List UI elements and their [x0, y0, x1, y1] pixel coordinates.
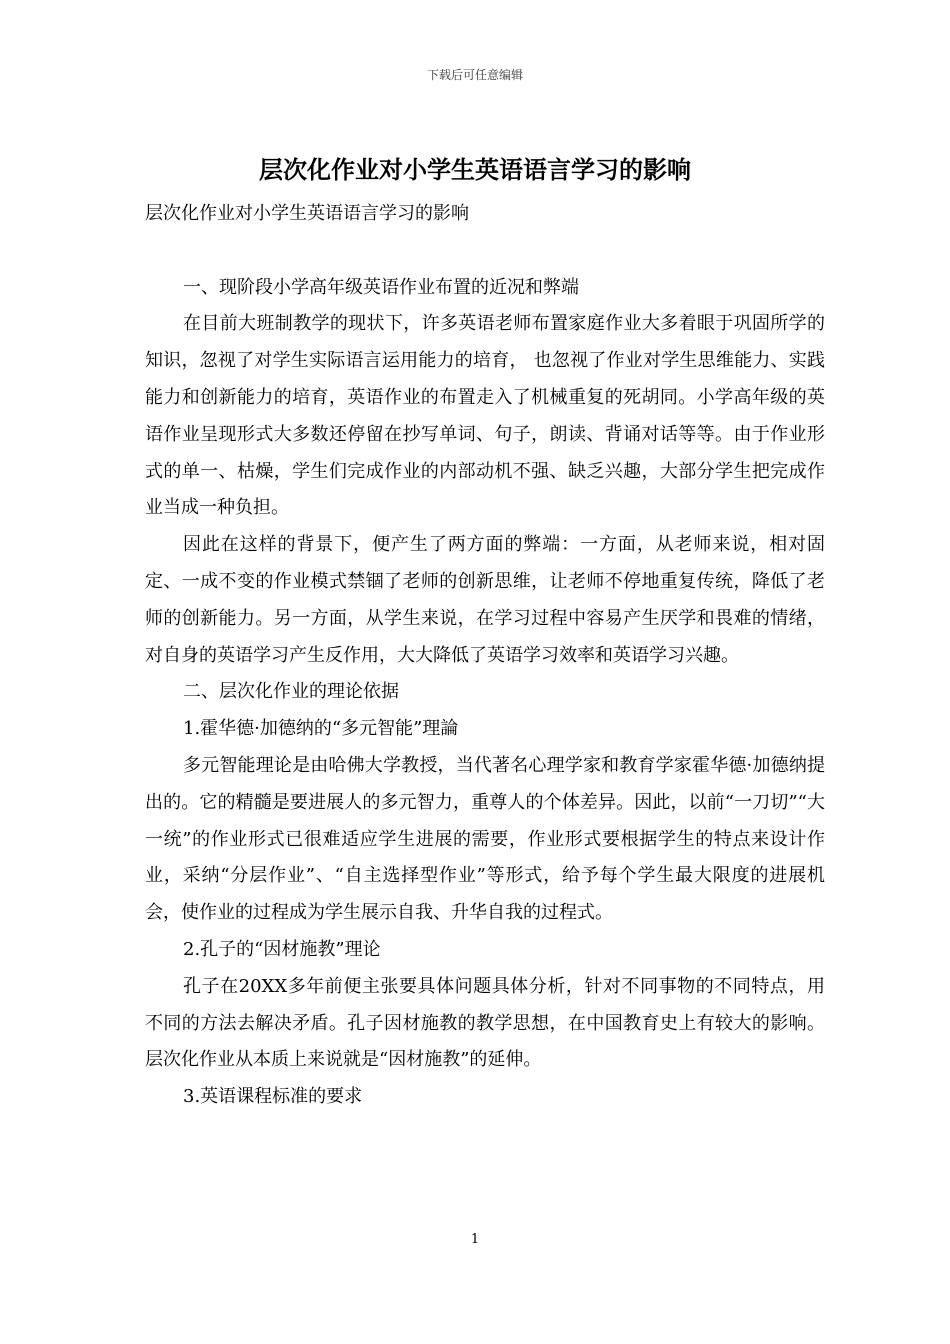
- paragraph: 孔子在20XX多年前便主张要具体问题具体分析，针对不同事物的不同特点，用不同的方法去解决矛盾。孔子因材施教的教学思想，在中国教育史上有较大的影响。层次化作业从本质上来说就是“因材施教”的延伸。: [145, 975, 825, 1071]
- blank-line: [145, 233, 825, 270]
- subsection-heading-2: 2.孔子的“因材施教”理论: [183, 938, 381, 960]
- header-note: 下载后可任意编辑: [426, 68, 523, 82]
- section-heading-2: 二、层次化作业的理论依据: [183, 681, 399, 703]
- document-title: 层次化作业对小学生英语语言学习的影响: [259, 155, 691, 184]
- paragraph: 多元智能理论是由哈佛大学教授，当代著名心理学家和教育学家霍华德·加德纳提出的。它的精髓是要进展人的多元智力，重尊人的个体差异。因此，以前“一刀切”“大一统”的作业形式已很难适应学生进展的需要，作业形式要根据学生的特点来设计作业，采纳“分层作业”、“自主选择型作业”等形式，给予每个学生最大限度的进展机会，使作业的过程成为学生展示自我、升华自我的过程式。: [145, 754, 825, 924]
- document-body: [145, 196, 825, 1116]
- page-number: 1: [470, 1232, 480, 1247]
- subsection-heading-3: 3.英语课程标准的要求: [183, 1086, 363, 1108]
- subtitle-line: 层次化作业对小学生英语语言学习的影响: [145, 203, 469, 224]
- paragraph: 因此在这样的背景下，便产生了两方面的弊端：一方面，从老师来说，相对固定、一成不变的作业模式禁锢了老师的创新思维，让老师不停地重复传统，降低了老师的创新能力。另一方面，从学生来说，在学习过程中容易产生厌学和畏难的情绪，对自身的英语学习产生反作用，大大降低了英语学习效率和英语学习兴趣。: [145, 534, 825, 666]
- subsection-heading-1: 1.霍华德·加德纳的“多元智能”理論: [183, 718, 459, 740]
- section-heading-1: 一、现阶段小学高年级英语作业布置的近况和弊端: [183, 276, 579, 298]
- paragraph: 在目前大班制教学的现状下，许多英语老师布置家庭作业大多着眼于巩固所学的知识，忽视了对学生实际语言运用能力的培育， 也忽视了作业对学生思维能力、实践能力和创新能力的培育，英语作业的布置走入了机械重复的死胡同。小学高年级的英语作业呈现形式大多数还停留在抄写单词、句子，朗读、背诵对话等等。由于作业形式的单一、枯燥，学生们完成作业的内部动机不强、缺乏兴趣，大部分学生把完成作业当成一种负担。: [145, 313, 825, 519]
